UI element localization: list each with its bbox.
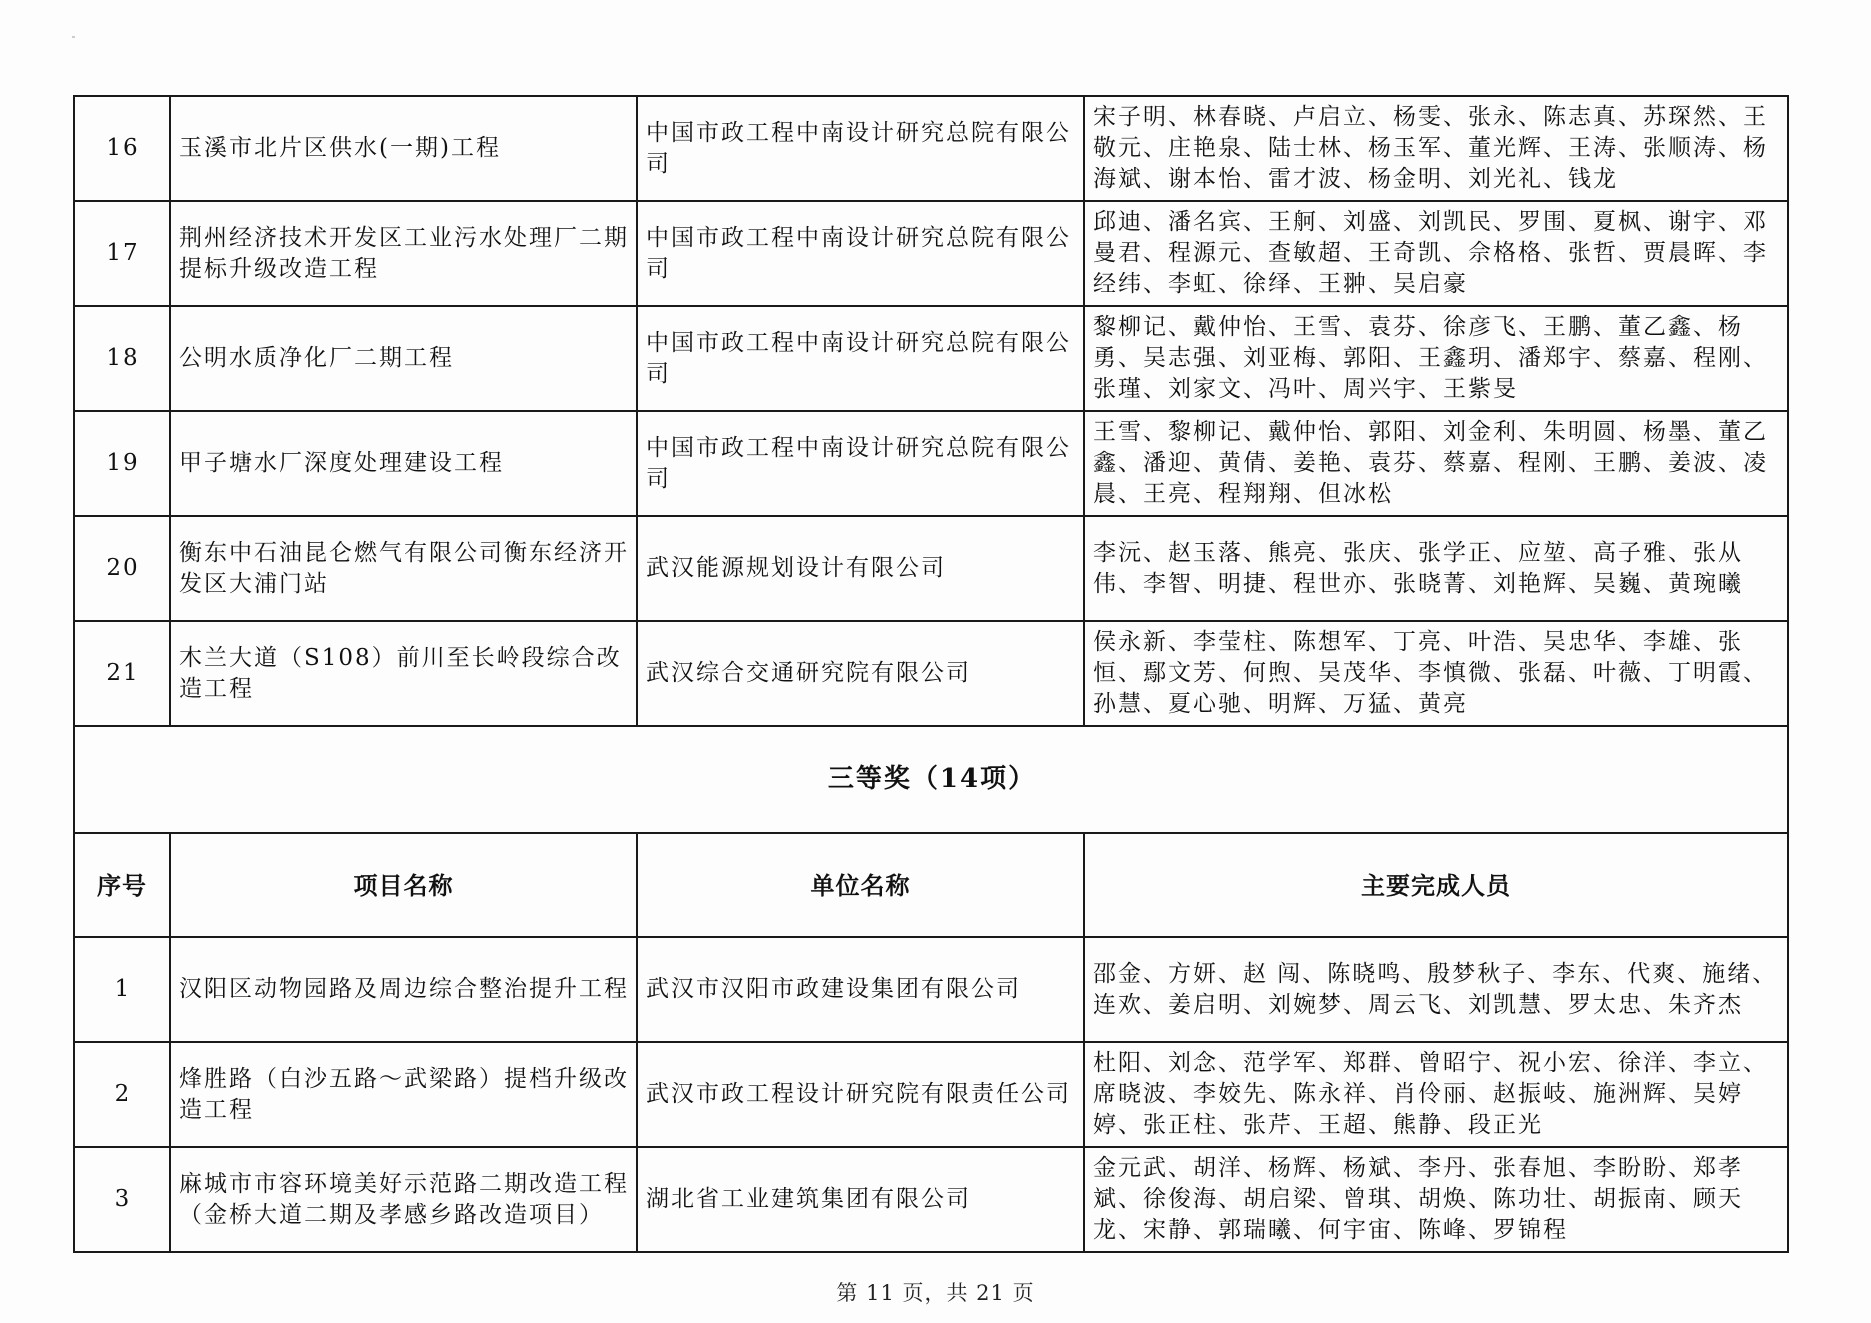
project-name: 烽胜路（白沙五路～武梁路）提档升级改造工程 <box>170 1042 637 1147</box>
main-personnel: 王雪、黎柳记、戴仲怡、郭阳、刘金利、朱明圆、杨墨、董乙鑫、潘迎、黄倩、姜艳、袁芬、蔡嘉、程刚、王鹏、姜波、凌晨、王亮、程翔翔、但冰松 <box>1084 411 1788 516</box>
header-unit: 单位名称 <box>637 833 1084 937</box>
row-number: 17 <box>74 201 170 306</box>
row-number: 20 <box>74 516 170 621</box>
row-number: 16 <box>74 96 170 201</box>
unit-name: 中国市政工程中南设计研究总院有限公司 <box>637 201 1084 306</box>
unit-name: 武汉综合交通研究院有限公司 <box>637 621 1084 726</box>
row-number: 21 <box>74 621 170 726</box>
header-number: 序号 <box>74 833 170 937</box>
main-personnel: 金元武、胡洋、杨辉、杨斌、李丹、张春旭、李盼盼、郑孝斌、徐俊海、胡启梁、曾琪、胡焕、陈功壮、胡振南、顾天龙、宋静、郭瑞曦、何宇宙、陈峰、罗锦程 <box>1084 1147 1788 1252</box>
table-header-row <box>74 833 1788 937</box>
table-row <box>74 201 1788 306</box>
header-project: 项目名称 <box>170 833 637 937</box>
unit-name: 中国市政工程中南设计研究总院有限公司 <box>637 411 1084 516</box>
table-row <box>74 1042 1788 1147</box>
row-number: 2 <box>74 1042 170 1147</box>
main-personnel: 杜阳、刘念、范学军、郑群、曾昭宁、祝小宏、徐洋、李立、席晓波、李姣先、陈永祥、肖伶丽、赵振岐、施洲辉、吴婷婷、张正柱、张芹、王超、熊静、段正光 <box>1084 1042 1788 1147</box>
project-name: 荆州经济技术开发区工业污水处理厂二期提标升级改造工程 <box>170 201 637 306</box>
unit-name: 武汉市汉阳市政建设集团有限公司 <box>637 937 1084 1042</box>
project-name: 麻城市市容环境美好示范路二期改造工程（金桥大道二期及孝感乡路改造项目） <box>170 1147 637 1252</box>
main-personnel: 宋子明、林春晓、卢启立、杨雯、张永、陈志真、苏琛然、王敬元、庄艳泉、陆士林、杨玉军、董光辉、王涛、张顺涛、杨海斌、谢本怡、雷才波、杨金明、刘光礼、钱龙 <box>1084 96 1788 201</box>
unit-name: 中国市政工程中南设计研究总院有限公司 <box>637 306 1084 411</box>
table-row <box>74 96 1788 201</box>
row-number: 19 <box>74 411 170 516</box>
project-name: 木兰大道（S108）前川至长岭段综合改造工程 <box>170 621 637 726</box>
table-row <box>74 516 1788 621</box>
table-row <box>74 411 1788 516</box>
project-name: 汉阳区动物园路及周边综合整治提升工程 <box>170 937 637 1042</box>
project-name: 公明水质净化厂二期工程 <box>170 306 637 411</box>
section-band <box>74 726 1788 833</box>
row-number: 18 <box>74 306 170 411</box>
scan-artifact <box>72 36 75 38</box>
project-name: 玉溪市北片区供水(一期)工程 <box>170 96 637 201</box>
unit-name: 湖北省工业建筑集团有限公司 <box>637 1147 1084 1252</box>
row-number: 3 <box>74 1147 170 1252</box>
main-personnel: 邱迪、潘名宾、王舸、刘盛、刘凯民、罗围、夏枫、谢宇、邓曼君、程源元、查敏超、王奇凯、佘格格、张哲、贾晨晖、李经纬、李虹、徐绎、王翀、吴启豪 <box>1084 201 1788 306</box>
row-number: 1 <box>74 937 170 1042</box>
unit-name: 武汉市政工程设计研究院有限责任公司 <box>637 1042 1084 1147</box>
project-name: 甲子塘水厂深度处理建设工程 <box>170 411 637 516</box>
table-row <box>74 1147 1788 1252</box>
section-title: 三等奖（14项） <box>74 726 1788 833</box>
main-personnel: 侯永新、李莹柱、陈想军、丁亮、叶浩、吴忠华、李雄、张恒、鄢文芳、何煦、吴茂华、李慎微、张磊、叶薇、丁明霞、孙慧、夏心驰、明辉、万猛、黄亮 <box>1084 621 1788 726</box>
unit-name: 中国市政工程中南设计研究总院有限公司 <box>637 96 1084 201</box>
main-personnel: 邵金、方妍、赵 闯、陈晓鸣、殷梦秋子、李东、代爽、施绪、连欢、姜启明、刘婉梦、周云飞、刘凯慧、罗太忠、朱齐杰 <box>1084 937 1788 1042</box>
table-row <box>74 306 1788 411</box>
project-name: 衡东中石油昆仑燃气有限公司衡东经济开发区大浦门站 <box>170 516 637 621</box>
header-personnel: 主要完成人员 <box>1084 833 1788 937</box>
page-footer: 第 11 页，共 21 页 <box>836 1281 1035 1305</box>
awards-table <box>73 95 1789 1253</box>
table-row <box>74 937 1788 1042</box>
table-row <box>74 621 1788 726</box>
main-personnel: 李沅、赵玉落、熊亮、张庆、张学正、应堃、高子雅、张从伟、李智、明捷、程世亦、张晓菁、刘艳辉、吴巍、黄琬曦 <box>1084 516 1788 621</box>
main-personnel: 黎柳记、戴仲怡、王雪、袁芬、徐彦飞、王鹏、董乙鑫、杨勇、吴志强、刘亚梅、郭阳、王鑫玥、潘郑宇、蔡嘉、程刚、张瑾、刘家文、冯叶、周兴宇、王紫旻 <box>1084 306 1788 411</box>
unit-name: 武汉能源规划设计有限公司 <box>637 516 1084 621</box>
